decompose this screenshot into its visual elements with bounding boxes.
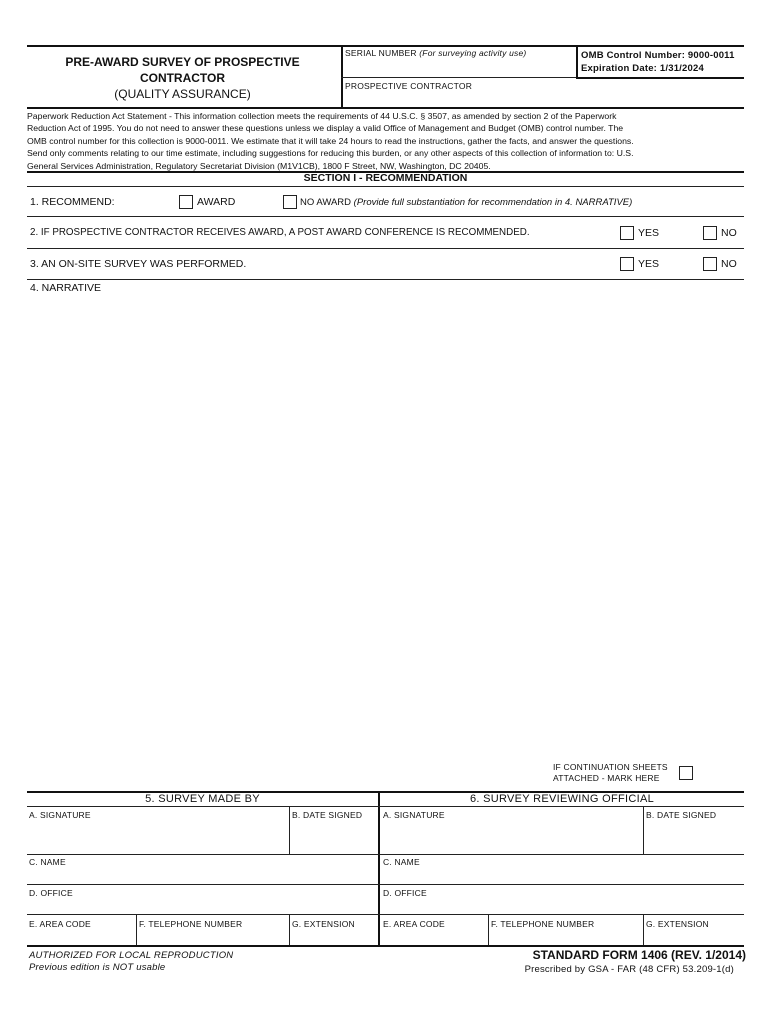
serial-divider bbox=[341, 77, 576, 78]
header-bottom-border bbox=[27, 107, 744, 109]
title-line3: (QUALITY ASSURANCE) bbox=[114, 87, 251, 101]
survey-date-divider bbox=[289, 806, 290, 854]
no-award-checkbox[interactable] bbox=[283, 195, 297, 209]
continuation-text bbox=[553, 762, 668, 784]
no-award-label: NO AWARD bbox=[300, 197, 352, 208]
previous-edition-note: Previous edition is NOT usable bbox=[29, 962, 166, 973]
signature-heading-border bbox=[27, 806, 744, 807]
reviewer-area-code-field[interactable]: E. AREA CODE bbox=[383, 919, 445, 929]
q2-no-checkbox[interactable] bbox=[703, 226, 717, 240]
omb-control-number: OMB Control Number: 9000-0011 bbox=[581, 50, 735, 61]
omb-box-left bbox=[576, 45, 578, 78]
reviewer-telephone-field[interactable]: F. TELEPHONE NUMBER bbox=[491, 919, 595, 929]
office-row-border bbox=[27, 914, 744, 915]
form-number: STANDARD FORM 1406 (REV. 1/2014) bbox=[532, 948, 746, 962]
form-title bbox=[30, 54, 335, 102]
survey-signature-field[interactable]: A. SIGNATURE bbox=[29, 810, 91, 820]
omb-expiration-date: Expiration Date: 1/31/2024 bbox=[581, 63, 704, 74]
reviewer-signature-field[interactable]: A. SIGNATURE bbox=[383, 810, 445, 820]
survey-extension-divider bbox=[289, 914, 290, 945]
title-line2: CONTRACTOR bbox=[139, 71, 226, 85]
award-checkbox[interactable] bbox=[179, 195, 193, 209]
award-label: AWARD bbox=[197, 196, 236, 208]
survey-office-field[interactable]: D. OFFICE bbox=[29, 888, 73, 898]
q3-no-checkbox[interactable] bbox=[703, 257, 717, 271]
omb-box-bottom bbox=[576, 77, 744, 79]
serial-number-note: (For surveying activity use) bbox=[419, 48, 527, 58]
survey-extension-field[interactable]: G. EXTENSION bbox=[292, 919, 355, 929]
q2-no-label: NO bbox=[721, 227, 737, 239]
narrative-textarea[interactable] bbox=[28, 296, 743, 756]
question3-text: 3. AN ON-SITE SURVEY WAS PERFORMED. bbox=[30, 258, 247, 270]
q3-yes-checkbox[interactable] bbox=[620, 257, 634, 271]
signature-row-border bbox=[27, 854, 744, 855]
no-award-field bbox=[300, 197, 632, 208]
prescribed-by: Prescribed by GSA - FAR (48 CFR) 53.209-1(d) bbox=[524, 964, 734, 975]
paperwork-statement bbox=[27, 110, 744, 172]
no-award-note: (Provide full substantiation for recommendation in 4. NARRATIVE) bbox=[353, 197, 633, 208]
continuation-line2: ATTACHED - MARK HERE bbox=[553, 773, 660, 783]
name-row-border bbox=[27, 884, 744, 885]
question2-text: 2. IF PROSPECTIVE CONTRACTOR RECEIVES AWARD, A POST AWARD CONFERENCE IS RECOMMENDED. bbox=[30, 227, 530, 238]
serial-number-field[interactable] bbox=[345, 48, 526, 58]
reviewer-office-field[interactable]: D. OFFICE bbox=[383, 888, 427, 898]
reviewer-date-signed-field[interactable]: B. DATE SIGNED bbox=[646, 810, 717, 820]
q3-no-label: NO bbox=[721, 258, 737, 270]
reviewer-phone-divider bbox=[488, 914, 489, 945]
q3-yes-label: YES bbox=[638, 258, 660, 270]
reviewer-extension-field[interactable]: G. EXTENSION bbox=[646, 919, 709, 929]
reviewer-extension-divider bbox=[643, 914, 644, 945]
serial-number-label: SERIAL NUMBER bbox=[345, 48, 417, 58]
q2-yes-label: YES bbox=[638, 227, 660, 239]
row2-border bbox=[27, 248, 744, 249]
narrative-label: 4. NARRATIVE bbox=[30, 282, 101, 294]
paperwork-line: Paperwork Reduction Act Statement - This information collection meets the requirements of 44 U.S.C. § 3507, as amended by section 2 of the Paperwork bbox=[27, 111, 617, 121]
row1-border bbox=[27, 216, 744, 217]
reviewer-date-divider bbox=[643, 806, 644, 854]
continuation-checkbox[interactable] bbox=[679, 766, 693, 780]
survey-area-code-field[interactable]: E. AREA CODE bbox=[29, 919, 91, 929]
q2-yes-checkbox[interactable] bbox=[620, 226, 634, 240]
top-border bbox=[27, 45, 744, 47]
survey-made-by-heading: 5. SURVEY MADE BY bbox=[145, 793, 260, 805]
survey-phone-divider bbox=[136, 914, 137, 945]
signature-center-divider bbox=[378, 791, 380, 945]
survey-telephone-field[interactable]: F. TELEPHONE NUMBER bbox=[139, 919, 243, 929]
prospective-contractor-field[interactable]: PROSPECTIVE CONTRACTOR bbox=[345, 81, 473, 91]
paperwork-line: Send only comments relating to our time estimate, including suggestions for reducing this burden, or any other aspects of this collection of information to: U.S. bbox=[27, 148, 634, 159]
reviewing-official-heading: 6. SURVEY REVIEWING OFFICIAL bbox=[469, 793, 655, 805]
title-line1: PRE-AWARD SURVEY OF PROSPECTIVE bbox=[65, 55, 300, 69]
continuation-line1: IF CONTINUATION SHEETS bbox=[553, 762, 668, 772]
paperwork-line: OMB control number for this collection is 9000-0011. We estimate that it will take 24 hours to read the instructions, gather the facts, and answer the questions. bbox=[27, 135, 634, 146]
paperwork-line: General Services Administration, Regulatory Secretariat Division (M1V1CB), 1800 F Street, NW, Washington, DC 20405. bbox=[27, 160, 491, 171]
survey-name-field[interactable]: C. NAME bbox=[29, 857, 66, 867]
paperwork-line: Reduction Act of 1995. You do not need to answer these questions unless we display a valid Office of Management and Budget (OMB) control number. The bbox=[27, 123, 624, 134]
survey-date-signed-field[interactable]: B. DATE SIGNED bbox=[292, 810, 363, 820]
signature-section-bottom bbox=[27, 945, 744, 947]
authorized-reproduction: AUTHORIZED FOR LOCAL REPRODUCTION bbox=[29, 950, 234, 961]
reviewer-name-field[interactable]: C. NAME bbox=[383, 857, 420, 867]
row3-border bbox=[27, 279, 744, 280]
recommend-label: 1. RECOMMEND: bbox=[30, 196, 115, 208]
section1-heading: SECTION I - RECOMMENDATION bbox=[303, 172, 468, 184]
section1-heading-border bbox=[27, 186, 744, 187]
